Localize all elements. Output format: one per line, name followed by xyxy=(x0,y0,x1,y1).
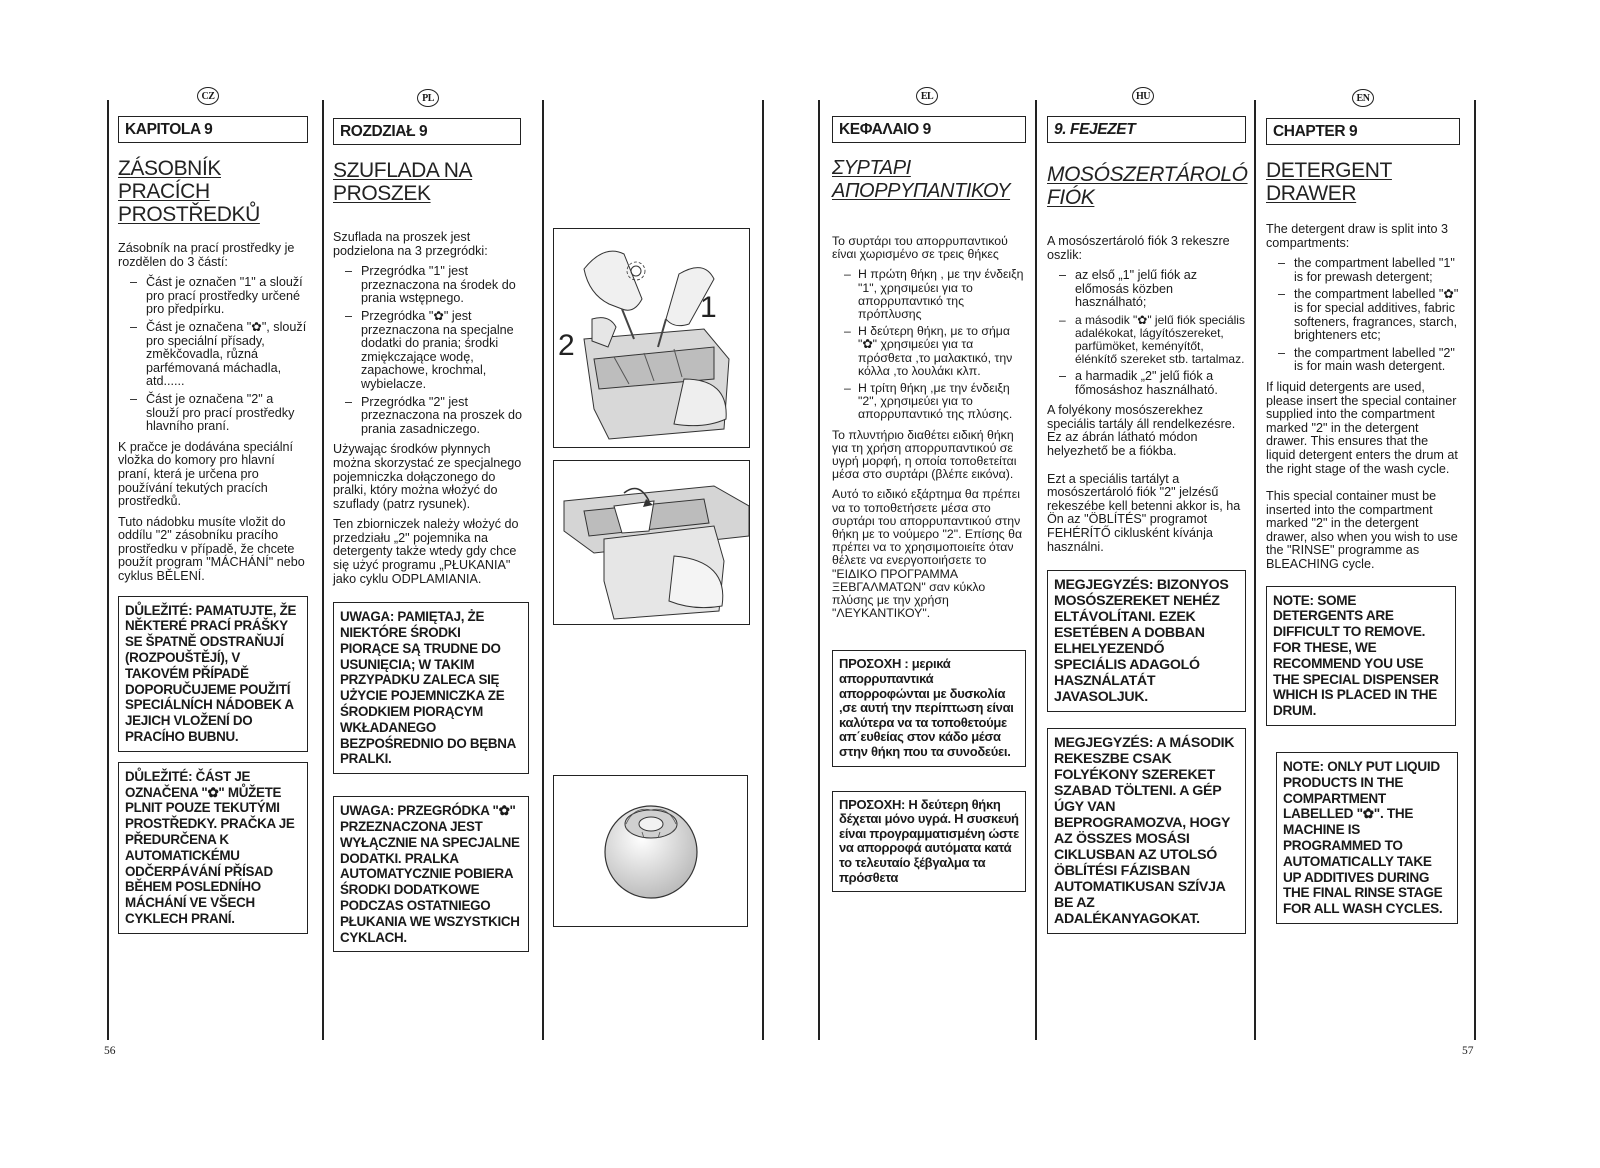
body-paragraph: Tuto nádobku musíte vložit do oddílu "2" zásobníku pracího prostředku v případě, že chcete použít program "MÁCHÁNÍ" nebo cyklus BĚLENÍ. xyxy=(118,514,305,584)
compartment-label-2: 2 xyxy=(558,329,575,362)
list-item: – Przegródka "✿" jest przeznaczona na specjalne dodatki do prania; środki zmiękczające wodę, zapachowe, krochmal, wybielacze. xyxy=(333,310,529,392)
important-note: DŮLEŽITÉ: ČÁST JE OZNAČENA "✿" MŮŽETE PLNIT POUZE TEKUTÝMI PROSTŘEDKY. PRAČKA JE PŘEDURČENA K AUTOMATICKÉMU ODČERPÁVÁNÍ PŘÍSAD BĚHEM POSLEDNÍHO MÁCHÁNÍ VE VŠECH CYKLECH PRANÍ. xyxy=(118,762,308,934)
body-paragraph: A folyékony mosószerekhez speciális tartály áll rendelkezésre. Ez az ábrán látható módon helyezhető be a fiókba. xyxy=(1047,403,1236,458)
list-item: – Η τρίτη θήκη ,με την ένδειξη "2", χρησιμεύει για το απορρυπαντικό της πλύσης. xyxy=(832,382,1026,422)
divider-line xyxy=(1035,100,1037,1040)
compartment-list xyxy=(1266,257,1460,374)
divider-line xyxy=(542,100,544,1040)
compartment-list xyxy=(118,276,308,434)
section-heading: ΣΥΡΤΑΡΙ ΑΠΟΡΡΥΠΑΝΤΙΚΟΥ xyxy=(832,157,1011,202)
drawer-pouring-illustration xyxy=(553,228,750,448)
detergent-ball-drawing xyxy=(554,776,748,927)
container-insertion-drawing xyxy=(554,461,750,625)
detergent-ball-illustration xyxy=(553,775,748,927)
list-item: – Η δεύτερη θήκη, με το σήμα "✿" χρησιμεύει για τα πρόσθετα ,το μαλακτικό, την κόλλα ,το λουλάκι κλπ. xyxy=(832,325,1026,378)
divider-line xyxy=(1254,100,1256,1040)
language-badge-el: EL xyxy=(916,87,938,105)
section-heading: ZÁSOBNÍK PRACÍCH PROSTŘEDKŮ xyxy=(118,157,260,226)
intro-text: Zásobník na prací prostředky je rozdělen do 3 částí: xyxy=(118,241,295,269)
caution-note: ΠΡΟΣΟΧΗ : μερικά απορρυπαντικά απορροφώνται με δυσκολία ,σε αυτή την περίπτωση είναι καλύτερα να τα τοποθετούμε απ΄ευθείας στον κάδο μέσα στην θήκη που τα συνοδεύει. xyxy=(832,650,1026,766)
list-item: – az első „1" jelű fiók az előmosás közben használható; xyxy=(1047,269,1246,310)
caution-note: ΠΡΟΣΟΧΗ: Η δεύτερη θήκη δέχεται μόνο υγρά. Η συσκευή είναι προγραμματισμένη ώστε να απορροφά αυτόματα κατά το τελευταίο ξέβγαλμα τα πρόσθετα xyxy=(832,791,1026,893)
body-paragraph: If liquid detergents are used, please insert the special container supplied into the compartment marked "2" in the detergent drawer. This ensures that the liquid detergent enters the drum at the right stage of the wash cycle. xyxy=(1266,379,1458,476)
warning-note: UWAGA: PRZEGRÓDKA "✿" PRZEZNACZONA JEST WYŁĄCZNIE NA SPECJALNE DODATKI. PRALKA AUTOMATYCZNIE POBIERA ŚRODKI DODATKOWE PODCZAS OSTATNIEGO PŁUKANIA WE WSZYSTKICH CYKLACH. xyxy=(333,796,529,952)
compartment-list xyxy=(1047,269,1246,397)
body-paragraph: This special container must be inserted into the compartment marked "2" in the detergent drawer, also when you wish to use the "RINSE" programme as BLEACHING cycle. xyxy=(1266,489,1458,572)
body-paragraph: Ezt a speciális tartályt a mosószertároló fiók "2" jelzésű rekeszébe kell betenni akkor is, ha Ön az "ÖBLÍTÉS" programot FEHÉRÍTŐ ciklusként kívánja használni. xyxy=(1047,471,1241,554)
list-item: – Przegródka "2" jest przeznaczona na proszek do prania zasadniczego. xyxy=(333,396,529,437)
section-heading: MOSÓSZERTÁROLÓ FIÓK xyxy=(1047,163,1248,209)
intro-text: The detergent draw is split into 3 compartments: xyxy=(1266,222,1449,250)
note-box: MEGJEGYZÉS: BIZONYOS MOSÓSZEREKET NEHÉZ ELTÁVOLÍTANI. EZEK ESETÉBEN A DOBBAN ELHELYEZENDŐ SPECIÁLIS ADAGOLÓ HASZNÁLATÁT JAVASOLJUK. xyxy=(1047,570,1246,712)
list-item: – the compartment labelled "2" is for main wash detergent. xyxy=(1266,347,1460,374)
divider-line xyxy=(322,100,324,1040)
language-badge-pl: PL xyxy=(417,89,439,107)
column-hu xyxy=(1047,116,1246,934)
section-heading: DETERGENT DRAWER xyxy=(1266,159,1392,205)
body-paragraph: Ten zbiorniczek należy włożyć do przedziału „2" pojemnika na detergenty także wtedy gdy chce się użyć programu „PŁUKANIA" jako cyklu ODPLAMIANIA. xyxy=(333,517,519,586)
note-box: NOTE: ONLY PUT LIQUID PRODUCTS IN THE COMPARTMENT LABELLED "✿". THE MACHINE IS PROGRAMMED TO AUTOMATICALLY TAKE UP ADDITIVES DURING THE FINAL RINSE STAGE FOR ALL WASH CYCLES. xyxy=(1276,752,1458,924)
intro-text: A mosószertároló fiók 3 rekeszre oszlik: xyxy=(1047,234,1230,262)
body-paragraph: Używając środków płynnych można skorzystać ze specjalnego pojemniczka dołączonego do pralki, który można włożyć do szuflady (patrz rysunek). xyxy=(333,442,522,511)
compartment-list xyxy=(832,268,1026,421)
list-item: – Část je označena "✿", slouží pro speciální přísady, změkčovadla, různá parfémovaná máchadla, atd...... xyxy=(118,321,308,389)
chapter-title: ROZDZIAŁ 9 xyxy=(333,118,521,145)
column-en xyxy=(1266,118,1460,924)
page-number-left: 56 xyxy=(104,1045,116,1057)
intro-text: Szuflada na proszek jest podzielona na 3 przegródki: xyxy=(333,230,488,258)
chapter-title: CHAPTER 9 xyxy=(1266,118,1460,145)
compartment-label-1: 1 xyxy=(700,291,717,324)
body-paragraph: Αυτό το ειδικό εξάρτημα θα πρέπει να το τοποθετήσετε μέσα στο συρτάρι του απορρυπαντικού στην θήκη με το νούμερο "2". Επίσης θα πρέπει να το χρησιμοποιείτε όταν θέλετε να ενεργοποιήσετε το "ΕΙΔΙΚΟ ΠΡΟΓΡΑΜΜΑ ΞΕΒΓΑΛΜΑΤΩΝ" σαν κύκλο πλύσης με την χρήση "ΛΕΥΚΑΝΤΙΚΟΥ". xyxy=(832,487,1023,621)
body-paragraph: Το πλυντήριο διαθέτει ειδική θήκη για τη χρήση απορρυπαντικού σε υγρή μορφή, η οποία τοποθετείται μέσα στο συρτάρι (βλέπε εικόνα). xyxy=(832,427,1017,482)
list-item: – the compartment labelled "✿" is for special additives, fabric softeners, fragrances, starch, brighteners etc; xyxy=(1266,288,1460,342)
note-box: NOTE: SOME DETERGENTS ARE DIFFICULT TO REMOVE. FOR THESE, WE RECOMMEND YOU USE THE SPECIAL DISPENSER WHICH IS PLACED IN THE DRUM. xyxy=(1266,586,1456,726)
list-item: – a harmadik „2" jelű fiók a főmosáshoz használható. xyxy=(1047,370,1246,397)
language-badge-hu: HU xyxy=(1132,87,1154,105)
list-item: – Část je označena "2" a slouží pro prací prostředky hlavního praní. xyxy=(118,393,308,434)
divider-line xyxy=(818,100,820,1040)
column-pl xyxy=(333,118,529,952)
list-item: – Przegródka "1" jest przeznaczona na środek do prania wstępnego. xyxy=(333,265,529,306)
list-item: – Η πρώτη θήκη , με την ένδειξη "1", χρησιμεύει για το απορρυπαντικό της πρόπλυσης xyxy=(832,268,1026,321)
column-cz xyxy=(118,116,308,934)
chapter-title: KAPITOLA 9 xyxy=(118,116,308,143)
chapter-title: ΚΕΦΑΛΑΙΟ 9 xyxy=(832,116,1026,143)
important-note: DŮLEŽITÉ: PAMATUJTE, ŽE NĚKTERÉ PRACÍ PRÁŠKY SE ŠPATNĚ ODSTRAŇUJÍ (ROZPOUŠTĚJÍ), V TAKOVÉM PŘÍPADĚ DOPORUČUJEME POUŽITÍ SPECIÁLNÍCH NÁDOBEK A JEJICH VLOŽENÍ DO PRACÍHO BUBNU. xyxy=(118,596,308,752)
chapter-title: 9. FEJEZET xyxy=(1047,116,1246,143)
list-item: – the compartment labelled "1" is for prewash detergent; xyxy=(1266,257,1460,284)
language-badge-en: EN xyxy=(1352,89,1374,107)
body-paragraph: K pračce je dodávána speciální vložka do komory pro hlavní praní, která je určena pro používání tekutých pracích prostředků. xyxy=(118,439,294,509)
intro-text: Το συρτάρι του απορρυπαντικού είναι χωρισμένο σε τρεις θήκες xyxy=(832,234,1008,262)
column-el xyxy=(832,116,1026,892)
list-item: – Část je označen "1" a slouží pro prací prostředky určené pro předpírku. xyxy=(118,276,308,317)
divider-line xyxy=(762,100,764,1040)
compartment-list xyxy=(333,265,529,436)
page-number-right: 57 xyxy=(1462,1045,1474,1057)
list-item: – a második "✿" jelű fiók speciális adalékokat, lágyítószereket, parfümöket, keményítőt, élénkítő szereket stb. tartalmaz. xyxy=(1047,314,1246,366)
drawer-pouring-drawing xyxy=(554,229,750,448)
liquid-container-insertion-illustration xyxy=(553,460,750,625)
divider-line xyxy=(1474,100,1476,1040)
language-badge-cz: CZ xyxy=(197,87,219,105)
divider-line xyxy=(107,100,109,1040)
note-box: MEGJEGYZÉS: A MÁSODIK REKESZBE CSAK FOLYÉKONY SZEREKET SZABAD TÖLTENI. A GÉP ÚGY VAN BEPROGRAMOZVA, HOGY AZ ÖSSZES MOSÁSI CIKLUSBAN AZ UTOLSÓ ÖBLÍTÉSI FÁZISBAN AUTOMATIKUSAN SZÍVJA BE AZ ADALÉKANYAGOKAT. xyxy=(1047,728,1246,934)
section-heading: SZUFLADA NA PROSZEK xyxy=(333,159,473,205)
warning-note: UWAGA: PAMIĘTAJ, ŻE NIEKTÓRE ŚRODKI PIORĄCE SĄ TRUDNE DO USUNIĘCIA; W TAKIM PRZYPADKU ZALECA SIĘ UŻYCIE POJEMNICZKA ZE ŚRODKIEM PIORĄCYM WKŁADANEGO BEZPOŚREDNIO DO BĘBNA PRALKI. xyxy=(333,602,529,774)
